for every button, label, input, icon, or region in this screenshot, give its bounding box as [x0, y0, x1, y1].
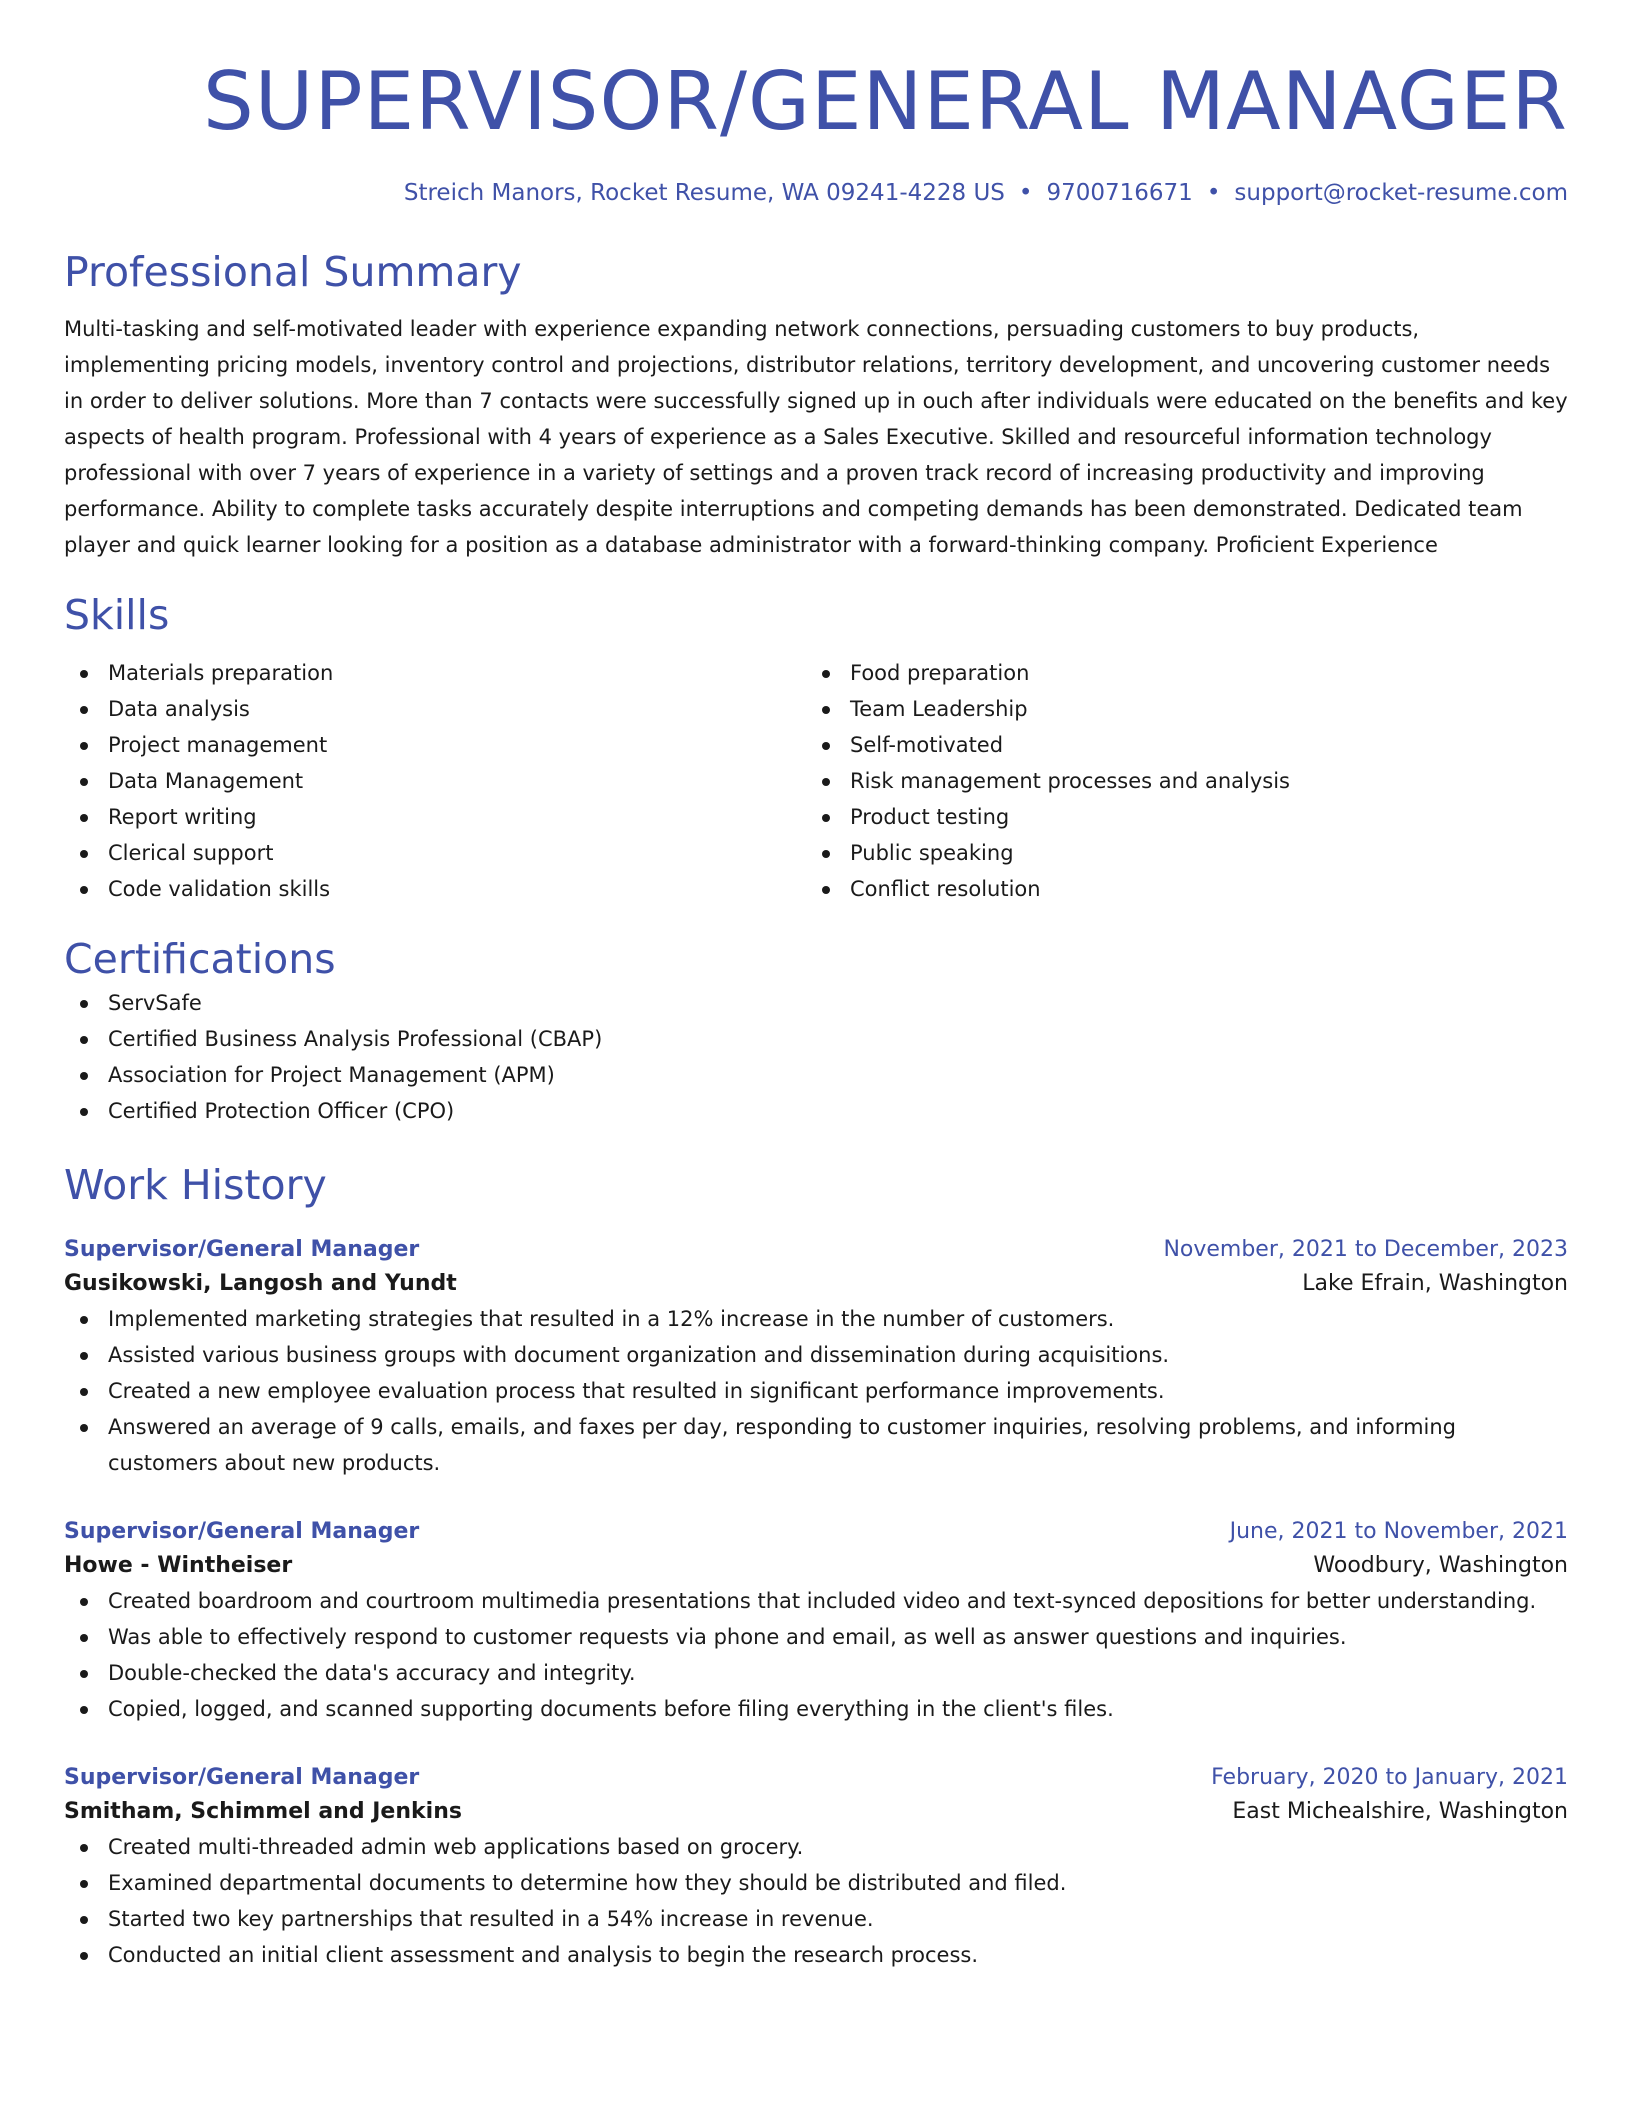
job-bullet: Was able to effectively respond to customer requests via phone and email, as well as answer questions and inquiries.	[64, 1619, 1568, 1655]
job-entry	[64, 1515, 1568, 1727]
skill-item: Self-motivated	[806, 727, 1548, 763]
skill-item: Team Leadership	[806, 691, 1548, 727]
job-bullet: Double-checked the data's accuracy and integrity.	[64, 1655, 1568, 1691]
skill-item: Report writing	[64, 799, 806, 835]
skill-item: Code validation skills	[64, 871, 806, 907]
job-role: Supervisor/General Manager	[64, 1519, 420, 1544]
certification-item: Certified Protection Officer (CPO)	[64, 1093, 1568, 1129]
skill-item: Data analysis	[64, 691, 806, 727]
contact-phone: 9700716671	[1046, 180, 1193, 206]
job-bullet: Created a new employee evaluation process that resulted in significant performance improvements.	[64, 1373, 1568, 1409]
job-company-row	[64, 1549, 1568, 1583]
job-bullet: Copied, logged, and scanned supporting documents before filing everything in the client's files.	[64, 1691, 1568, 1727]
skill-item: Product testing	[806, 799, 1548, 835]
certifications-list	[64, 985, 1568, 1129]
contact-separator: •	[1018, 180, 1033, 206]
job-entry	[64, 1233, 1568, 1481]
job-dates: November, 2021 to December, 2023	[1163, 1237, 1568, 1262]
job-header-row	[64, 1233, 1568, 1267]
skills-list-left	[64, 655, 806, 907]
job-bullet: Created multi-threaded admin web applications based on grocery.	[64, 1829, 1568, 1865]
certification-item: Certified Business Analysis Professional (CBAP)	[64, 1021, 1568, 1057]
skills-heading: Skills	[64, 591, 170, 639]
skills-columns	[64, 655, 1568, 907]
summary-text: Multi-tasking and self-motivated leader with experience expanding network connections, persuading customers to buy products, implementing pricing models, inventory control and projections, distributor relations, territory development, and uncovering customer needs in order to deliver solutions. More than 7 contacts were successfully signed up in ouch after individuals were educated on the benefits and key aspects of health program. Professional with 4 years of experience as a Sales Executive. Skilled and resourceful information technology professional with over 7 years of experience in a variety of settings and a proven track record of increasing productivity and improving performance. Ability to complete tasks accurately despite interruptions and competing demands has been demonstrated. Dedicated team player and quick learner looking for a position as a database administrator with a forward-thinking company. Proficient Experience	[64, 317, 1568, 557]
skill-item: Project management	[64, 727, 806, 763]
job-header-row	[64, 1515, 1568, 1549]
job-bullet: Conducted an initial client assessment and analysis to begin the research process.	[64, 1937, 1568, 1973]
job-bullet: Assisted various business groups with document organization and dissemination during acquisitions.	[64, 1337, 1568, 1373]
job-location: Lake Efrain, Washington	[1302, 1271, 1568, 1296]
resume-page	[64, 0, 1568, 1973]
job-company: Smitham, Schimmel and Jenkins	[64, 1799, 462, 1824]
candidate-name: SUPERVISOR/GENERAL MANAGER	[203, 55, 1568, 148]
job-bullet: Started two key partnerships that resulted in a 54% increase in revenue.	[64, 1901, 1568, 1937]
skill-item: Public speaking	[806, 835, 1548, 871]
work-history-heading: Work History	[64, 1161, 327, 1209]
skill-item: Clerical support	[64, 835, 806, 871]
job-bullet-list	[64, 1583, 1568, 1727]
skill-item: Conflict resolution	[806, 871, 1548, 907]
job-company: Gusikowski, Langosh and Yundt	[64, 1271, 457, 1296]
contact-email[interactable]: support@rocket-resume.com	[1234, 180, 1568, 206]
skill-item: Data Management	[64, 763, 806, 799]
job-bullet: Answered an average of 9 calls, emails, and faxes per day, responding to customer inquiries, resolving problems, and informing customers about new products.	[64, 1409, 1568, 1481]
certification-item: ServSafe	[64, 985, 1568, 1021]
job-dates: February, 2020 to January, 2021	[1211, 1765, 1568, 1790]
skill-item: Materials preparation	[64, 655, 806, 691]
job-header-row	[64, 1761, 1568, 1795]
job-role: Supervisor/General Manager	[64, 1765, 420, 1790]
job-bullet: Implemented marketing strategies that resulted in a 12% increase in the number of customers.	[64, 1301, 1568, 1337]
certifications-heading: Certifications	[64, 935, 336, 983]
job-dates: June, 2021 to November, 2021	[1229, 1519, 1568, 1544]
job-role: Supervisor/General Manager	[64, 1237, 420, 1262]
job-bullet: Examined departmental documents to determine how they should be distributed and filed.	[64, 1865, 1568, 1901]
contact-separator: •	[1206, 180, 1221, 206]
job-company: Howe - Wintheiser	[64, 1553, 293, 1578]
certification-item: Association for Project Management (APM)	[64, 1057, 1568, 1093]
skills-column-left	[64, 655, 806, 907]
skill-item: Risk management processes and analysis	[806, 763, 1548, 799]
summary-heading: Professional Summary	[64, 248, 522, 296]
skill-item: Food preparation	[806, 655, 1548, 691]
contact-address: Streich Manors, Rocket Resume, WA 09241-4228 US	[403, 180, 1005, 206]
job-bullet: Created boardroom and courtroom multimedia presentations that included video and text-synced depositions for better understanding.	[64, 1583, 1568, 1619]
job-company-row	[64, 1267, 1568, 1301]
skills-column-right	[806, 655, 1548, 907]
job-bullet-list	[64, 1829, 1568, 1973]
job-bullet-list	[64, 1301, 1568, 1481]
job-location: Woodbury, Washington	[1313, 1553, 1568, 1578]
job-location: East Michealshire, Washington	[1232, 1799, 1568, 1824]
job-company-row	[64, 1795, 1568, 1829]
contact-line	[64, 178, 1568, 208]
job-entry	[64, 1761, 1568, 1973]
skills-list-right	[806, 655, 1548, 907]
